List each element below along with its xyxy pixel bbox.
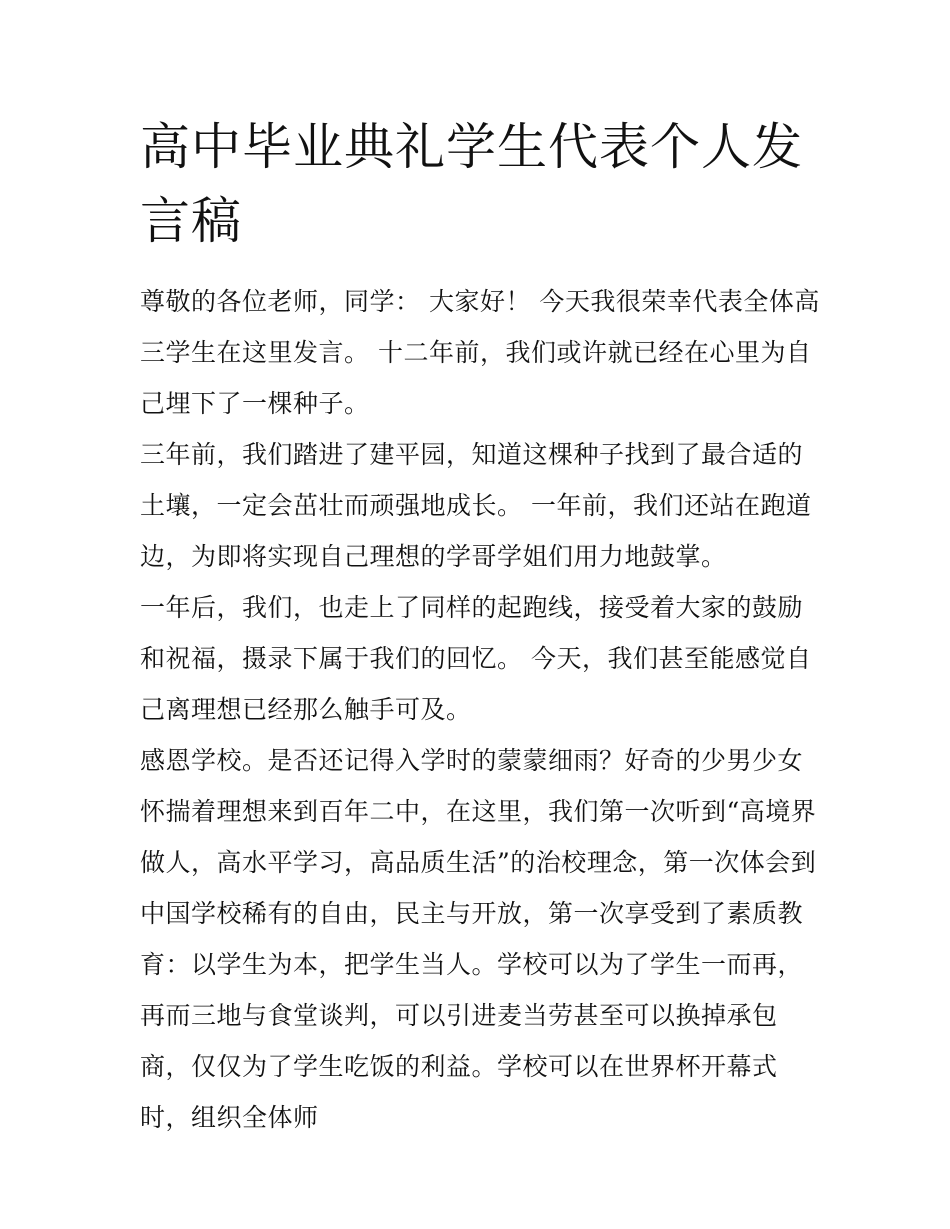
- paragraph-3: 一年后，我们，也走上了同样的起跑线，接受着大家的鼓励和祝福，摄录下属于我们的回忆。 今天，我们甚至能感觉自己离理想已经那么触手可及。: [140, 593, 812, 724]
- paragraph-2: 三年前，我们踏进了建平园，知道这棵种子找到了最合适的土壤，一定会茁壮而顽强地成长。 一年前，我们还站在跑道边，为即将实现自己理想的学哥学姐们用力地鼓掌。: [140, 440, 812, 571]
- paragraph-4: 感恩学校。是否还记得入学时的蒙蒙细雨？好奇的少男少女怀揣着理想来到百年二中，在这里，我们第一次听到“高境界做人，高水平学习，高品质生活”的治校理念，第一次体会到中国学校稀有的自由，民主与开放，第一次享受到了素质教育：以学生为本，把学生当人。学校可以为了学生一而再，再而三地与食堂谈判，可以引进麦当劳甚至可以换掉承包商，仅仅为了学生吃饭的利益。学校可以在世界杯开幕式时，组织全体师: [140, 746, 817, 1132]
- document-body: [140, 276, 820, 1143]
- document-title: 高中毕业典礼学生代表个人发言稿: [140, 118, 803, 250]
- paragraph-1: 尊敬的各位老师，同学： 大家好！ 今天我很荣幸代表全体高三学生在这里发言。 十二年前，我们或许就已经在心里为自己埋下了一棵种子。: [140, 287, 820, 418]
